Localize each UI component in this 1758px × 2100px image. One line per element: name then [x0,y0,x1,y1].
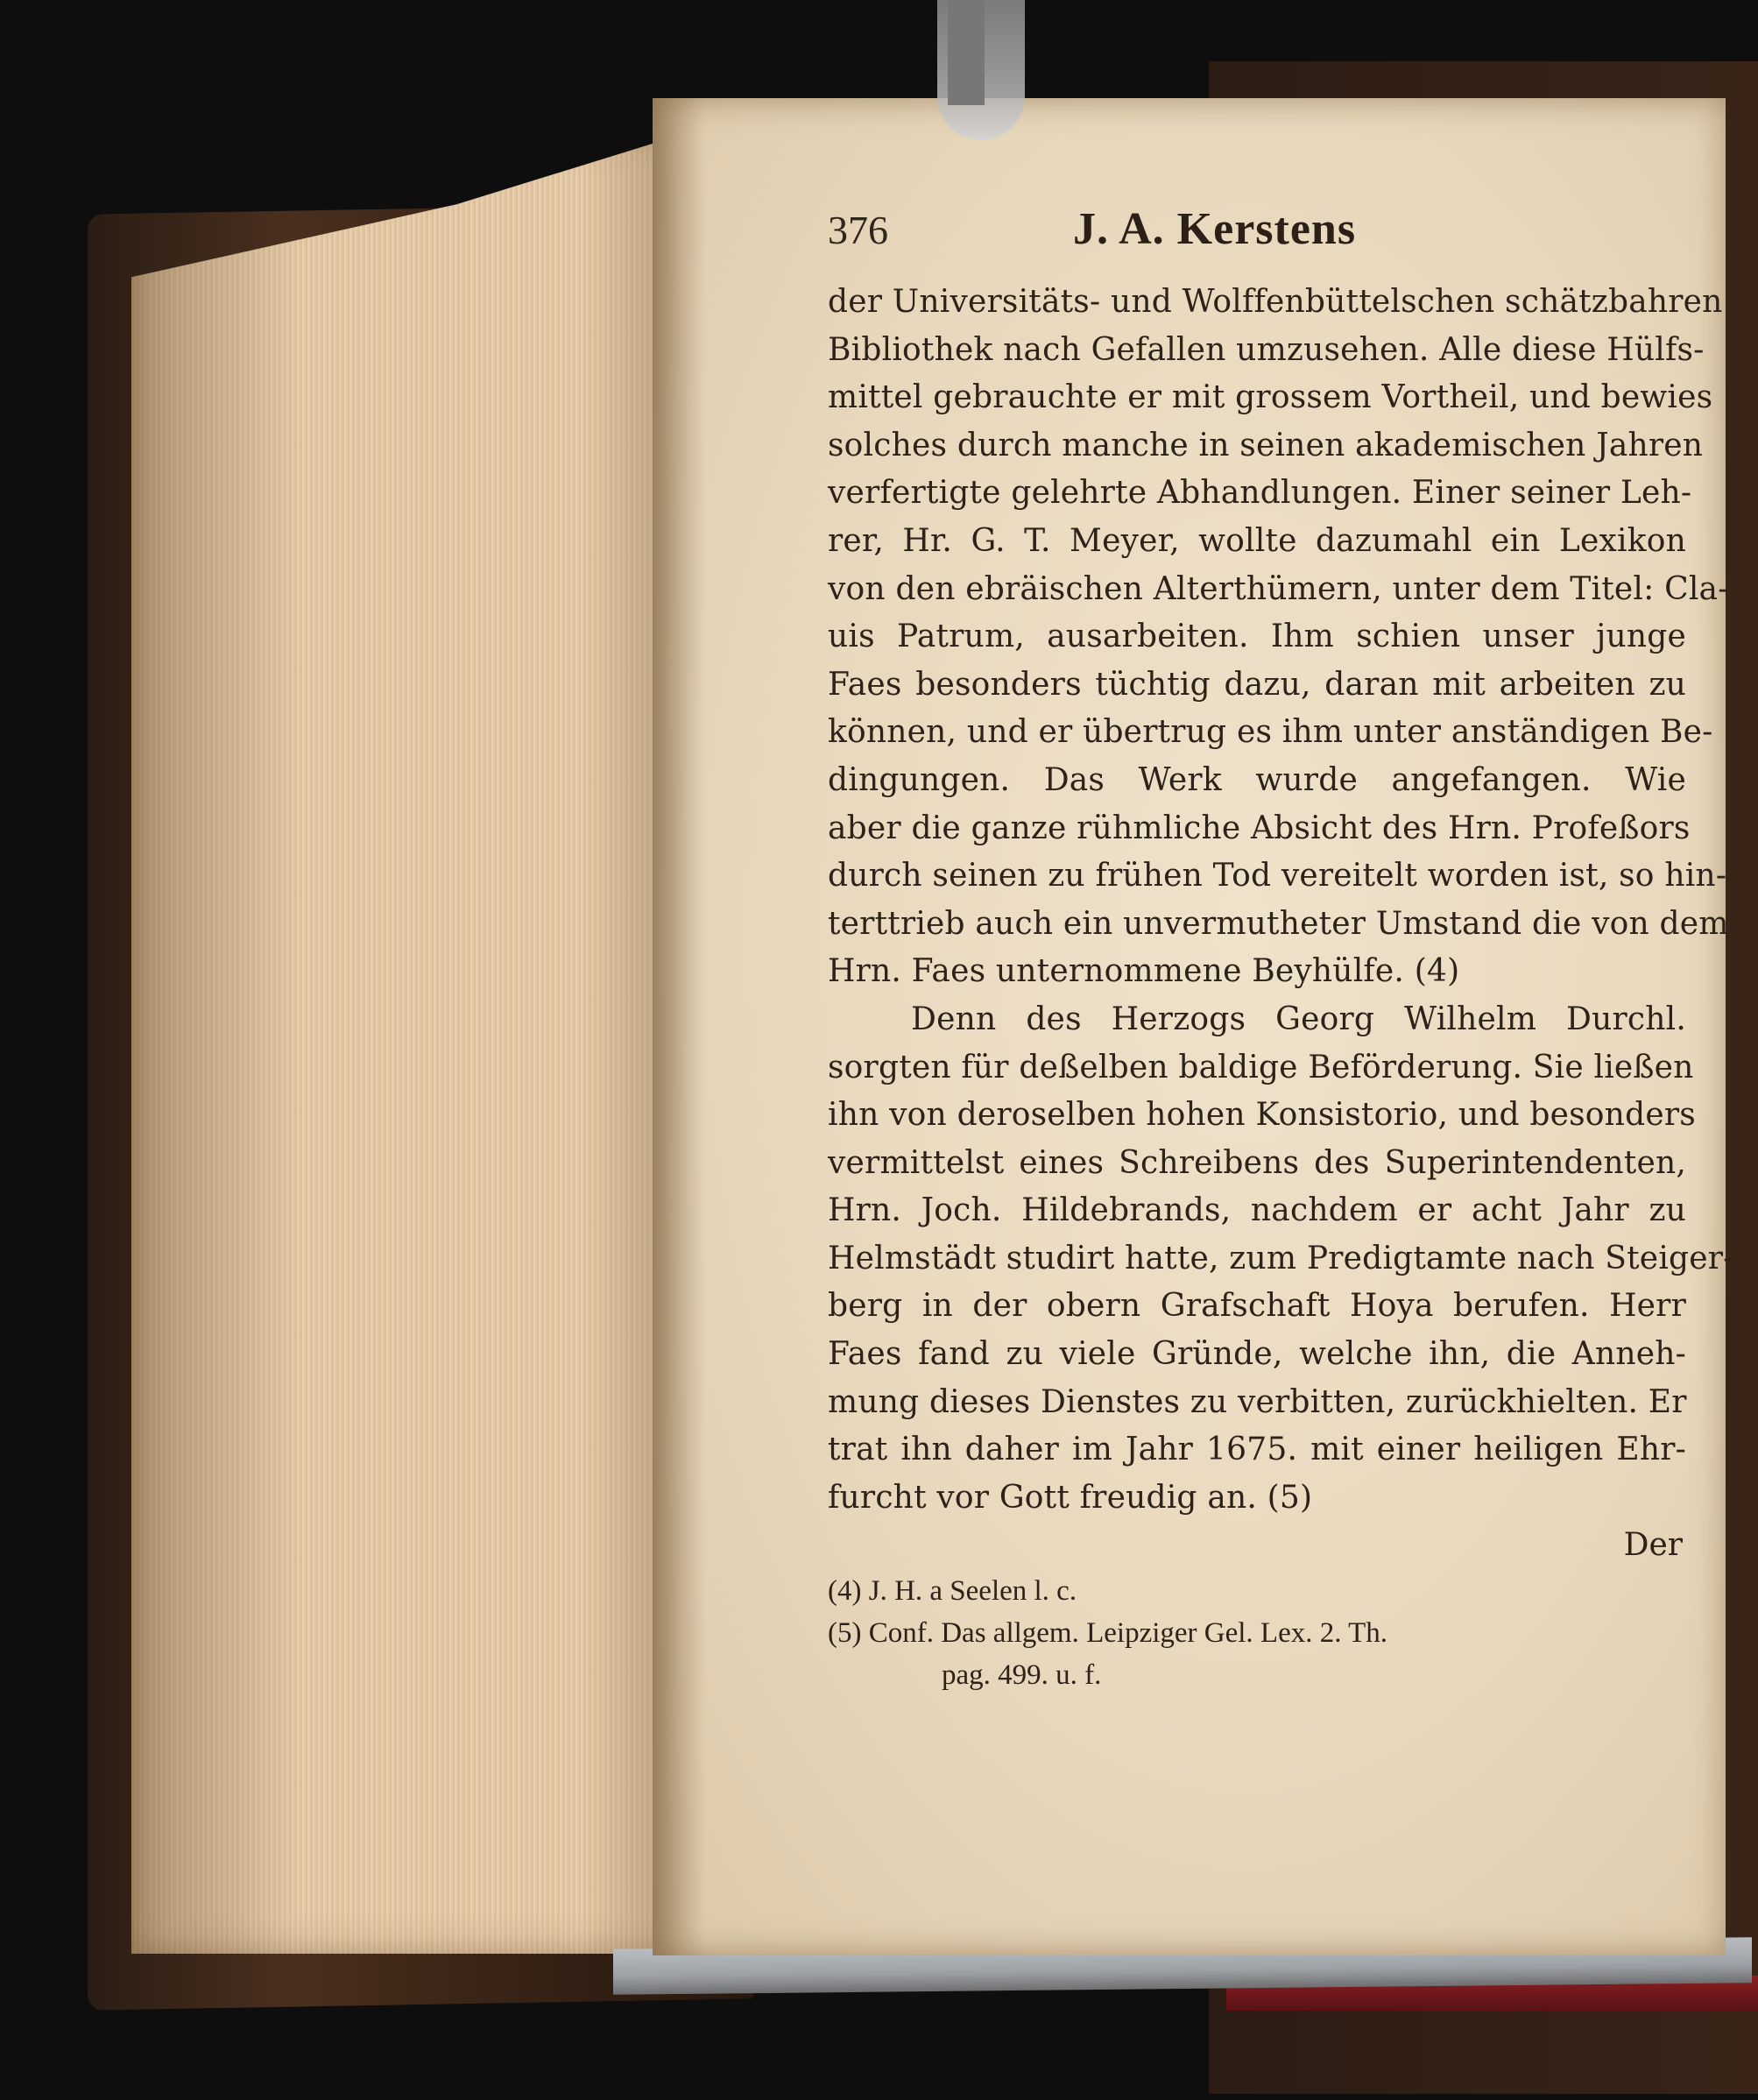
footnote: (4) J. H. a Seelen l. c. [828,1575,1077,1608]
text-line: dingungen. Das Werk wurde angefangen. Wie [828,761,1686,798]
footnote-continuation: pag. 499. u. f. [942,1659,1102,1692]
page-gutter-shadow [653,98,705,1955]
text-line: aber die ganze rühmliche Absicht des Hrn. Profeßors [828,810,1691,846]
text-line: furcht vor Gott freudig an. (5) [828,1479,1313,1516]
text-line: Hrn. Faes unternommene Beyhülfe. (4) [828,953,1460,990]
text-line: berg in der obern Grafschaft Hoya berufen. Herr [828,1288,1686,1325]
page-text-block [828,200,1734,1696]
text-line: durch seinen zu frühen Tod vereitelt worden ist, so hin- [828,858,1727,894]
text-line: mittel gebrauchte er mit grossem Vortheil, und bewies [828,379,1713,416]
running-head [828,200,1686,268]
text-line: Helmstädt studirt hatte, zum Predigtamte nach Steiger- [828,1240,1734,1276]
text-line: verfertigte gelehrte Abhandlungen. Einer seiner Leh- [828,475,1692,512]
text-line: trat ihn daher im Jahr 1675. mit einer heiligen Ehr- [828,1432,1686,1468]
text-line: terttrieb auch ein unvermutheter Umstand die von dem [828,905,1729,942]
text-line: Faes besonders tüchtig dazu, daran mit arbeiten zu [828,666,1686,703]
text-line: Denn des Herzogs Georg Wilhelm Durchl. [911,1001,1686,1037]
running-head-title: J. A. Kerstens [1073,204,1357,254]
footnote: (5) Conf. Das allgem. Leipziger Gel. Lex. 2. Th. [828,1617,1388,1650]
bookmark-strip [948,0,985,105]
text-line: solches durch manche in seinen akademischen Jahren [828,427,1704,463]
text-line: ihn von deroselben hohen Konsistorio, und besonders [828,1097,1696,1134]
page-block-edge [131,131,692,1954]
text-line: von den ebräischen Alterthümern, unter dem Titel: Cla- [828,570,1729,607]
page-number: 376 [828,208,888,252]
text-line: rer, Hr. G. T. Meyer, wollte dazumahl ein Lexikon [828,522,1686,559]
text-line: Bibliothek nach Gefallen umzusehen. Alle diese Hülfs- [828,331,1705,368]
text-line: Faes fand zu viele Gründe, welche ihn, die Anneh- [828,1336,1686,1373]
text-line: der Universitäts- und Wolffenbüttelschen schätzbahren [828,284,1723,320]
catchword: Der [1623,1527,1683,1564]
text-line: Hrn. Joch. Hildebrands, nachdem er acht Jahr zu [828,1192,1686,1229]
text-line: vermittelst eines Schreibens des Superintendenten, [828,1144,1686,1181]
text-line: uis Patrum, ausarbeiten. Ihm schien unser junge [828,619,1686,655]
text-line: können, und er übertrug es ihm unter anständigen Be- [828,714,1713,751]
text-line: mung dieses Dienstes zu verbitten, zurückhielten. Er [828,1383,1687,1420]
text-line: sorgten für deßelben baldige Beförderung. Sie ließen [828,1049,1694,1085]
